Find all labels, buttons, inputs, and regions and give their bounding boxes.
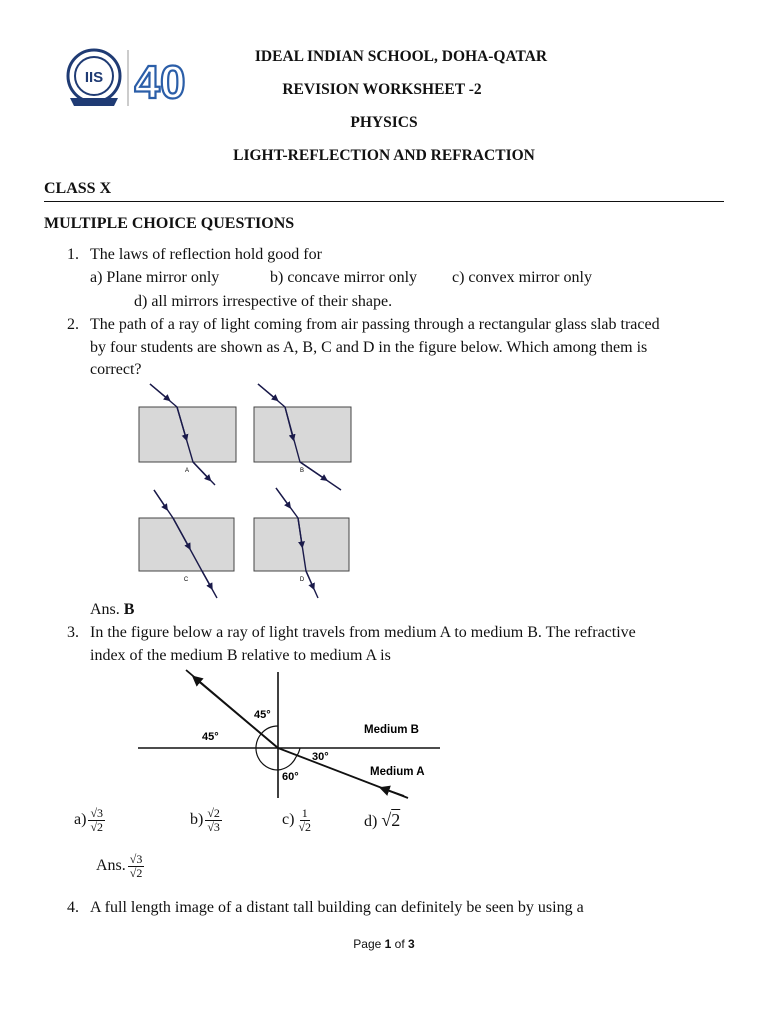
q3-option-c-den: √2 [298,819,312,834]
q3-option-b-fraction [205,807,222,834]
q2-number: 2. [67,316,79,333]
q1-number: 1. [67,246,79,263]
q3-option-c-fraction [296,807,313,834]
label-a: A [184,468,190,474]
page-total: 3 [408,937,415,951]
anniversary-number: 40 [134,56,186,108]
class-label: CLASS X [44,180,112,197]
q3-option-a-label: a) [74,811,87,828]
q4-text: A full length image of a distant tall building can definitely be seen by using a [90,899,584,916]
q2-answer-prefix: Ans. [90,601,120,618]
q3-answer-prefix: Ans. [96,857,126,874]
slab-a [139,384,236,485]
q1-option-b: b) concave mirror only [270,269,418,286]
q3-line2: index of the medium B relative to medium A is [90,647,391,664]
q3-option-b-num: √2 [207,805,220,820]
angle-right: 30° [312,751,329,763]
angle-top: 45° [254,709,271,721]
q3-option-d [364,800,400,842]
q1-text: The laws of reflection hold good for [90,246,322,263]
slab-d [254,488,349,598]
q3-option-b-label: b) [190,811,204,828]
medium-b-label: Medium B [364,724,419,736]
q3-option-a [74,800,105,840]
q3-line1: In the figure below a ray of light travels from medium A to medium B. The refractive [90,624,636,641]
q2-line2: by four students are shown as A, B, C and D in the figure below. Which among them is [90,339,648,356]
q2-answer-value: B [123,601,135,618]
q3-option-c-num: 1 [301,805,308,820]
medium-a-label: Medium A [370,766,425,778]
q1-option-a: a) Plane mirror only [90,269,220,286]
q3-option-a-den: √2 [90,819,104,834]
q2-line3: correct? [90,361,142,378]
label-b: B [299,468,305,474]
page-of: of [394,937,405,951]
worksheet-title: REVISION WORKSHEET -2 [282,81,482,98]
q1-option-d: d) all mirrors irrespective of their shape. [134,293,393,310]
subject-title: PHYSICS [350,114,418,131]
header-divider [44,201,724,202]
q3-answer-num: √3 [129,851,143,866]
q2-answer [90,599,134,621]
angle-bottom: 60° [282,771,299,783]
q3-option-c [282,800,313,840]
q3-option-d-label: d) [364,813,378,830]
label-c: C [183,577,189,583]
q3-option-a-num: √3 [90,805,104,820]
label-d: D [299,577,305,583]
angle-left: 45° [202,731,219,743]
q3-option-a-fraction [88,807,105,834]
logo-text: IIS [84,69,104,86]
q3-number: 3. [67,624,79,641]
glass-slab-figure [130,380,360,602]
q3-option-c-label: c) [282,811,295,828]
q3-answer-fraction [128,853,145,880]
page-current: 1 [384,937,392,951]
slab-b [254,384,351,490]
q3-option-b-den: √3 [207,819,220,834]
q1-option-c: c) convex mirror only [452,269,592,286]
q4-number: 4. [67,899,79,916]
page-prefix: Page [353,937,382,951]
section-title: MULTIPLE CHOICE QUESTIONS [44,215,295,232]
q3-option-d-value: 2 [391,810,401,830]
q3-answer-den: √2 [129,865,143,880]
school-name: IDEAL INDIAN SCHOOL, DOHA-QATAR [254,48,548,65]
q3-option-d-radical: √ [381,810,392,830]
q3-answer [96,846,144,886]
q2-line1: The path of a ray of light coming from air passing through a rectangular glass slab traced [90,316,660,333]
refraction-figure [136,668,446,802]
q3-option-b [190,800,222,840]
page-footer [0,937,768,951]
chapter-title: LIGHT-REFLECTION AND REFRACTION [233,147,535,164]
slab-c [139,490,234,598]
